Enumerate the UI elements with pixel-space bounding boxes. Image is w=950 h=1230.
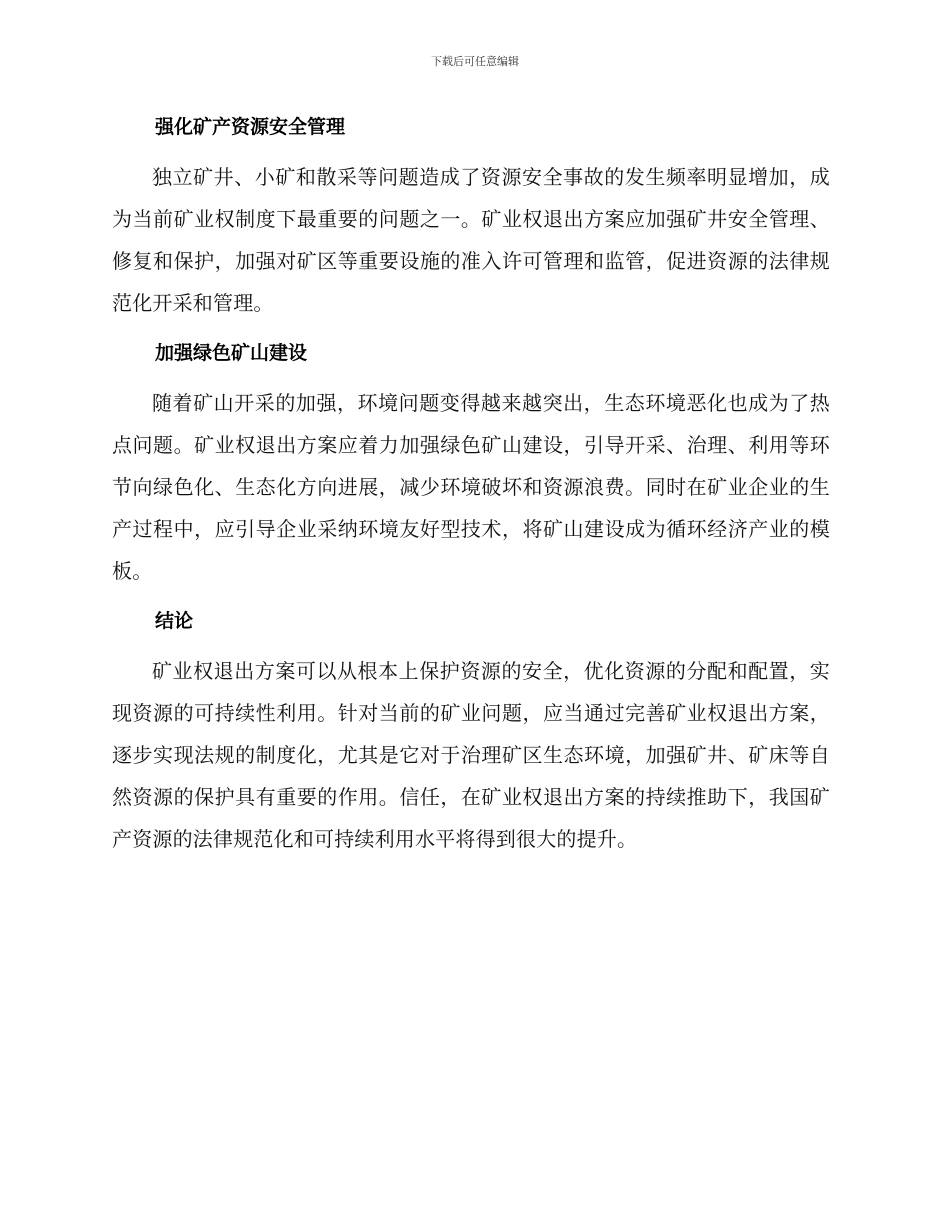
header-note: 下载后可任意编辑 <box>431 55 519 68</box>
section-heading: 加强绿色矿山建设 <box>155 342 308 364</box>
section-heading: 结论 <box>155 610 194 632</box>
section-safety-management <box>112 108 830 324</box>
section-paragraph: 随着矿山开采的加强，环境问题变得越来越突出，生态环境恶化也成为了热点问题。矿业权退出方案应着力加强绿色矿山建设，引导开采、治理、利用等环节向绿色化、生态化方向进展，减少环境破坏和资源浪费。同时在矿业企业的生产过程中，应引导企业采纳环境友好型技术，将矿山建设成为循环经济产业的模板。 <box>112 391 830 583</box>
document-body <box>112 108 830 870</box>
section-conclusion <box>112 602 830 860</box>
section-heading: 强化矿产资源安全管理 <box>155 116 346 138</box>
section-paragraph: 矿业权退出方案可以从根本上保护资源的安全，优化资源的分配和配置，实现资源的可持续性利用。针对当前的矿业问题，应当通过完善矿业权退出方案，逐步实现法规的制度化，尤其是它对于治理矿区生态环境，加强矿井、矿床等自然资源的保护具有重要的作用。信任，在矿业权退出方案的持续推助下，我国矿产资源的法律规范化和可持续利用水平将得到很大的提升。 <box>112 659 830 851</box>
section-paragraph: 独立矿井、小矿和散采等问题造成了资源安全事故的发生频率明显增加，成为当前矿业权制度下最重要的问题之一。矿业权退出方案应加强矿井安全管理、修复和保护，加强对矿区等重要设施的准入许可管理和监管，促进资源的法律规范化开采和管理。 <box>112 165 830 315</box>
section-green-mining <box>112 334 830 592</box>
